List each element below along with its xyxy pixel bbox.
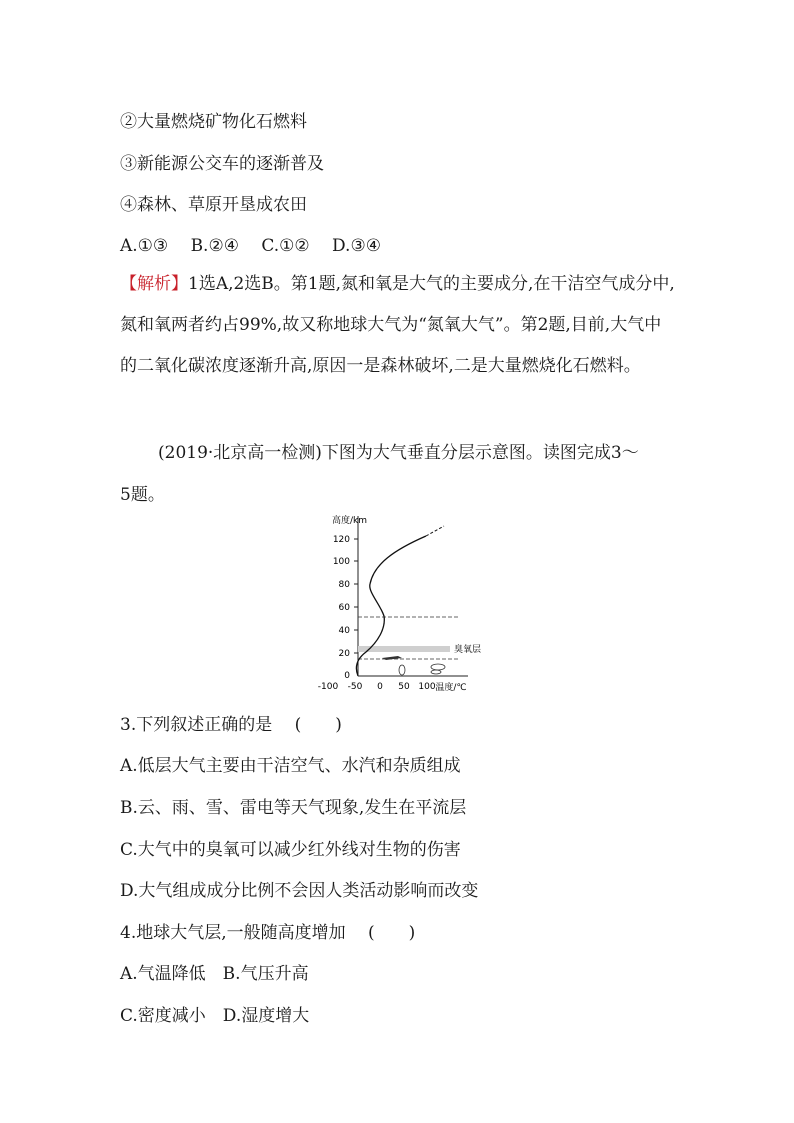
y-tick-80: 80 [338, 580, 350, 590]
analysis-tag: 【解析】 [120, 274, 188, 294]
q3-stem: 3.下列叙述正确的是 ( ) [120, 715, 342, 735]
x-axis-label: 温度/℃ [435, 683, 467, 692]
intro-line-2: 5题。 [120, 485, 165, 505]
analysis-text: 1选A,2选B。第1题,氮和氧是大气的主要成分,在干洁空气成分中,氮和氧两者约占99%,故又称地球大气为“氮氧大气”。第2题,目前,大气中的二氧化碳浓度逐渐升高,原因一是森林破坏,二是大量燃烧化石燃料。 [120, 274, 675, 376]
y-tick-40: 40 [338, 626, 350, 636]
cloud-icon [431, 664, 445, 670]
y-axis-label: 高度/km [332, 516, 368, 526]
airplane-icon [382, 656, 402, 660]
q4-stem: 4.地球大气层,一般随高度增加 ( ) [120, 923, 416, 943]
cloud-icon [399, 665, 405, 675]
option-line-2: ②大量燃烧矿物化石燃料 [120, 112, 307, 132]
x-tick-100: 100 [418, 682, 436, 692]
y-tick-20: 20 [338, 649, 350, 659]
y-tick-100: 100 [332, 557, 350, 567]
y-tick-0: 0 [344, 671, 350, 681]
q3-option-c: C.大气中的臭氧可以减少红外线对生物的伤害 [120, 840, 461, 860]
y-tick-120: 120 [332, 535, 350, 545]
option-line-4: ④森林、草原开垦成农田 [120, 195, 307, 215]
cloud-icon [431, 670, 441, 674]
q3-option-d: D.大气组成成分比例不会因人类活动影响而改变 [120, 881, 479, 901]
x-tick-50: 50 [398, 682, 410, 692]
y-tick-60: 60 [338, 603, 350, 613]
q2-answer-choices: A.①③ B.②④ C.①② D.③④ [120, 236, 381, 256]
q3-option-a: A.低层大气主要由干洁空气、水汽和杂质组成 [120, 756, 461, 776]
q3-option-b: B.云、雨、雪、雷电等天气现象,发生在平流层 [120, 798, 467, 818]
q4-options-cd: C.密度减小 D.湿度增大 [120, 1006, 310, 1026]
atmosphere-layer-diagram [318, 508, 494, 692]
x-tick-neg100: -100 [318, 682, 339, 692]
ozone-layer-label: 臭氧层 [454, 645, 482, 655]
q4-options-ab: A.气温降低 B.气压升高 [120, 964, 309, 984]
intro-line-1: (2019·北京高一检测)下图为大气垂直分层示意图。读图完成3～ [158, 443, 639, 463]
x-tick-neg50: -50 [347, 682, 363, 692]
analysis-paragraph [120, 264, 676, 387]
x-tick-0: 0 [377, 682, 383, 692]
option-line-3: ③新能源公交车的逐渐普及 [120, 154, 324, 174]
